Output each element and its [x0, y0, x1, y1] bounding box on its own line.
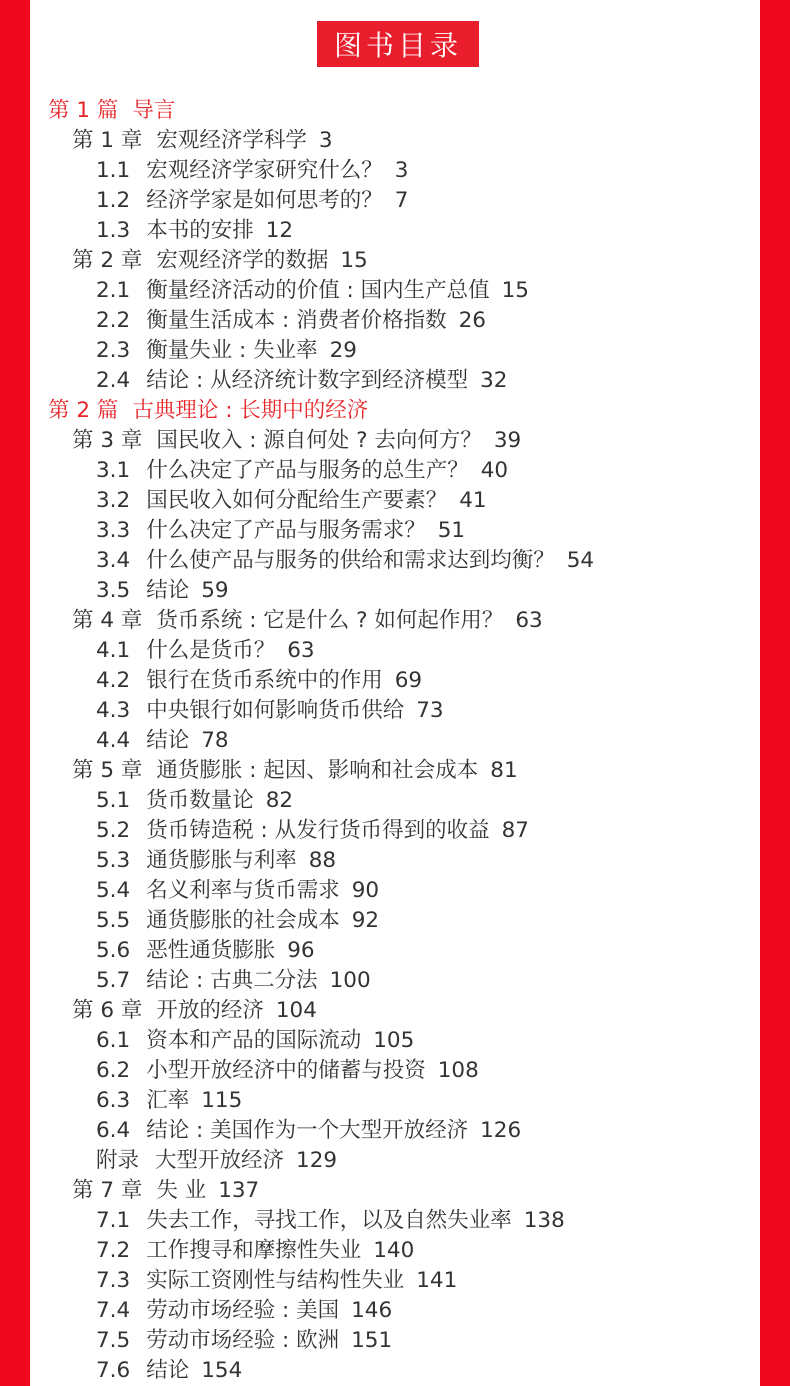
toc-page-number: 115 [201, 1088, 243, 1113]
toc-chapter [0, 1176, 790, 1206]
table-of-contents [0, 96, 790, 1386]
toc-page-number: 126 [480, 1118, 522, 1143]
toc-title: 宏观经济学科学 [156, 128, 307, 153]
toc-page-number: 15 [501, 278, 529, 303]
toc-page-number: 78 [201, 728, 229, 753]
toc-title: 资本和产品的国际流动 [146, 1028, 362, 1053]
toc-page-number: 39 [493, 428, 522, 453]
toc-page-number: 88 [308, 848, 337, 873]
toc-page-number: 154 [201, 1358, 243, 1383]
toc-number: 5.3 [96, 848, 131, 873]
toc-title: 实际工资刚性与结构性失业 [146, 1268, 405, 1293]
toc-title: 劳动市场经验 : 欧洲 [146, 1328, 340, 1353]
toc-number: 第 4 章 [72, 608, 143, 633]
toc-page-number: 146 [351, 1298, 393, 1323]
toc-number: 5.7 [96, 968, 131, 993]
toc-number: 6.4 [96, 1118, 131, 1143]
toc-number: 附录 [96, 1148, 140, 1173]
toc-page-number: 140 [373, 1238, 415, 1263]
toc-section [0, 666, 790, 696]
toc-title: 通货膨胀的社会成本 [146, 908, 340, 933]
toc-number: 7.6 [96, 1358, 131, 1383]
toc-page-number: 41 [459, 488, 487, 513]
toc-title: 货币数量论 [146, 788, 254, 813]
toc-page-number: 54 [566, 548, 595, 573]
toc-number: 3.4 [96, 548, 131, 573]
toc-page-number: 32 [480, 368, 508, 393]
toc-number: 5.1 [96, 788, 131, 813]
toc-page-number: 40 [480, 458, 509, 483]
toc-number: 7.4 [96, 1298, 131, 1323]
toc-number: 1.1 [96, 158, 131, 183]
toc-number: 5.5 [96, 908, 131, 933]
toc-number: 1.2 [96, 188, 131, 213]
toc-title: 小型开放经济中的储蓄与投资 [146, 1058, 426, 1083]
toc-number: 2.1 [96, 278, 131, 303]
toc-section [0, 516, 790, 546]
page-title: 图书目录 [317, 21, 479, 67]
toc-title: 什么决定了产品与服务的总生产？ [146, 458, 469, 483]
toc-title: 什么是货币？ [146, 638, 276, 663]
toc-page-number: 81 [490, 758, 518, 783]
toc-number: 4.4 [96, 728, 131, 753]
toc-number: 1.3 [96, 218, 131, 243]
toc-page-number: 7 [394, 188, 409, 213]
toc-number: 2.4 [96, 368, 131, 393]
toc-chapter [0, 606, 790, 636]
toc-page-number: 104 [275, 998, 317, 1023]
toc-number: 第 1 篇 [48, 98, 119, 123]
toc-part [0, 96, 790, 126]
toc-page-number: 141 [416, 1268, 458, 1293]
toc-title: 银行在货币系统中的作用 [146, 668, 383, 693]
toc-title: 货币铸造税 : 从发行货币得到的收益 [146, 818, 490, 843]
toc-section [0, 306, 790, 336]
toc-section [0, 1146, 790, 1176]
toc-page-number: 137 [218, 1178, 260, 1203]
toc-number: 6.3 [96, 1088, 131, 1113]
toc-page-number: 26 [458, 308, 486, 333]
toc-section [0, 936, 790, 966]
toc-title: 大型开放经济 [155, 1148, 285, 1173]
toc-number: 4.1 [96, 638, 131, 663]
toc-title: 国民收入如何分配给生产要素？ [146, 488, 448, 513]
toc-section [0, 786, 790, 816]
toc-section [0, 1086, 790, 1116]
toc-title: 结论 : 古典二分法 [146, 968, 318, 993]
toc-number: 第 7 章 [72, 1178, 143, 1203]
toc-title: 国民收入 : 源自何处 ? 去向何方？ [156, 428, 482, 453]
toc-section [0, 1056, 790, 1086]
toc-number: 第 2 篇 [48, 398, 119, 423]
toc-section [0, 1116, 790, 1146]
toc-page-number: 96 [287, 938, 315, 963]
toc-page-number: 100 [329, 968, 371, 993]
toc-title: 什么使产品与服务的供给和需求达到均衡？ [146, 548, 555, 573]
toc-number: 7.1 [96, 1208, 131, 1233]
toc-section [0, 696, 790, 726]
toc-number: 第 3 章 [72, 428, 143, 453]
toc-section [0, 576, 790, 606]
toc-title: 结论 : 美国作为一个大型开放经济 [146, 1118, 469, 1143]
toc-chapter [0, 996, 790, 1026]
toc-section [0, 276, 790, 306]
toc-title: 中央银行如何影响货币供给 [146, 698, 405, 723]
toc-number: 3.3 [96, 518, 131, 543]
toc-number: 第 2 章 [72, 248, 143, 273]
toc-number: 3.5 [96, 578, 131, 603]
toc-title: 劳动市场经验 : 美国 [146, 1298, 340, 1323]
toc-section [0, 216, 790, 246]
toc-section [0, 546, 790, 576]
toc-chapter [0, 246, 790, 276]
toc-number: 第 1 章 [72, 128, 143, 153]
toc-title: 货币系统 : 它是什么 ? 如何起作用？ [156, 608, 504, 633]
toc-section [0, 186, 790, 216]
toc-section [0, 1326, 790, 1356]
toc-section [0, 846, 790, 876]
toc-page-number: 63 [515, 608, 543, 633]
toc-page-number: 92 [351, 908, 380, 933]
toc-page-number: 138 [523, 1208, 565, 1233]
toc-number: 3.2 [96, 488, 131, 513]
toc-title: 经济学家是如何思考的？ [146, 188, 383, 213]
toc-title: 通货膨胀与利率 [146, 848, 297, 873]
toc-number: 7.2 [96, 1238, 131, 1263]
toc-number: 7.5 [96, 1328, 131, 1353]
toc-title: 结论 : 从经济统计数字到经济模型 [146, 368, 469, 393]
toc-chapter [0, 126, 790, 156]
toc-chapter [0, 756, 790, 786]
toc-section [0, 876, 790, 906]
toc-page-number: 69 [394, 668, 423, 693]
toc-section [0, 336, 790, 366]
toc-title: 恶性通货膨胀 [146, 938, 276, 963]
toc-section [0, 816, 790, 846]
toc-page-number: 129 [296, 1148, 338, 1173]
toc-number: 5.6 [96, 938, 131, 963]
toc-section [0, 1206, 790, 1236]
toc-page-number: 3 [318, 128, 333, 153]
toc-page-number: 15 [340, 248, 368, 273]
toc-page-number: 105 [373, 1028, 415, 1053]
toc-section [0, 726, 790, 756]
toc-number: 2.2 [96, 308, 131, 333]
toc-section [0, 636, 790, 666]
toc-number: 4.3 [96, 698, 131, 723]
toc-page-number: 90 [351, 878, 380, 903]
toc-title: 结论 [146, 578, 190, 603]
toc-title: 衡量失业 : 失业率 [146, 338, 318, 363]
toc-title: 什么决定了产品与服务需求？ [146, 518, 426, 543]
toc-number: 7.3 [96, 1268, 131, 1293]
toc-title: 结论 [146, 1358, 190, 1383]
toc-title: 导言 [132, 98, 176, 123]
toc-title: 工作搜寻和摩擦性失业 [146, 1238, 362, 1263]
toc-page-number: 51 [437, 518, 466, 543]
toc-section [0, 486, 790, 516]
toc-section [0, 156, 790, 186]
toc-title: 结论 [146, 728, 190, 753]
toc-title: 汇率 [146, 1088, 190, 1113]
toc-number: 第 6 章 [72, 998, 143, 1023]
toc-section [0, 906, 790, 936]
toc-number: 4.2 [96, 668, 131, 693]
toc-number: 第 5 章 [72, 758, 143, 783]
toc-title: 衡量生活成本 : 消费者价格指数 [146, 308, 447, 333]
toc-page-number: 151 [351, 1328, 393, 1353]
toc-title: 宏观经济学家研究什么？ [146, 158, 383, 183]
toc-chapter [0, 426, 790, 456]
toc-page-number: 108 [437, 1058, 479, 1083]
toc-section [0, 1266, 790, 1296]
toc-number: 6.2 [96, 1058, 131, 1083]
toc-section [0, 366, 790, 396]
toc-number: 3.1 [96, 458, 131, 483]
toc-title: 通货膨胀 : 起因、影响和社会成本 [156, 758, 479, 783]
toc-page-number: 87 [501, 818, 529, 843]
toc-page-number: 59 [201, 578, 229, 603]
toc-page-number: 63 [287, 638, 315, 663]
toc-section [0, 1356, 790, 1386]
toc-page-number: 12 [265, 218, 294, 243]
toc-title: 失去工作，寻找工作，以及自然失业率 [146, 1208, 512, 1233]
toc-title: 名义利率与货币需求 [146, 878, 340, 903]
toc-part [0, 396, 790, 426]
toc-page-number: 73 [416, 698, 444, 723]
toc-section [0, 1236, 790, 1266]
toc-number: 5.4 [96, 878, 131, 903]
toc-title: 失 业 [156, 1178, 207, 1203]
toc-page-number: 82 [265, 788, 294, 813]
toc-title: 开放的经济 [156, 998, 264, 1023]
toc-page-number: 3 [394, 158, 409, 183]
toc-number: 6.1 [96, 1028, 131, 1053]
toc-number: 2.3 [96, 338, 131, 363]
toc-title: 古典理论 : 长期中的经济 [132, 398, 369, 423]
toc-title: 衡量经济活动的价值 : 国内生产总值 [146, 278, 490, 303]
toc-section [0, 456, 790, 486]
toc-section [0, 966, 790, 996]
toc-title: 本书的安排 [146, 218, 254, 243]
toc-title: 宏观经济学的数据 [156, 248, 329, 273]
toc-section [0, 1296, 790, 1326]
toc-page-number: 29 [329, 338, 357, 363]
toc-number: 5.2 [96, 818, 131, 843]
toc-section [0, 1026, 790, 1056]
